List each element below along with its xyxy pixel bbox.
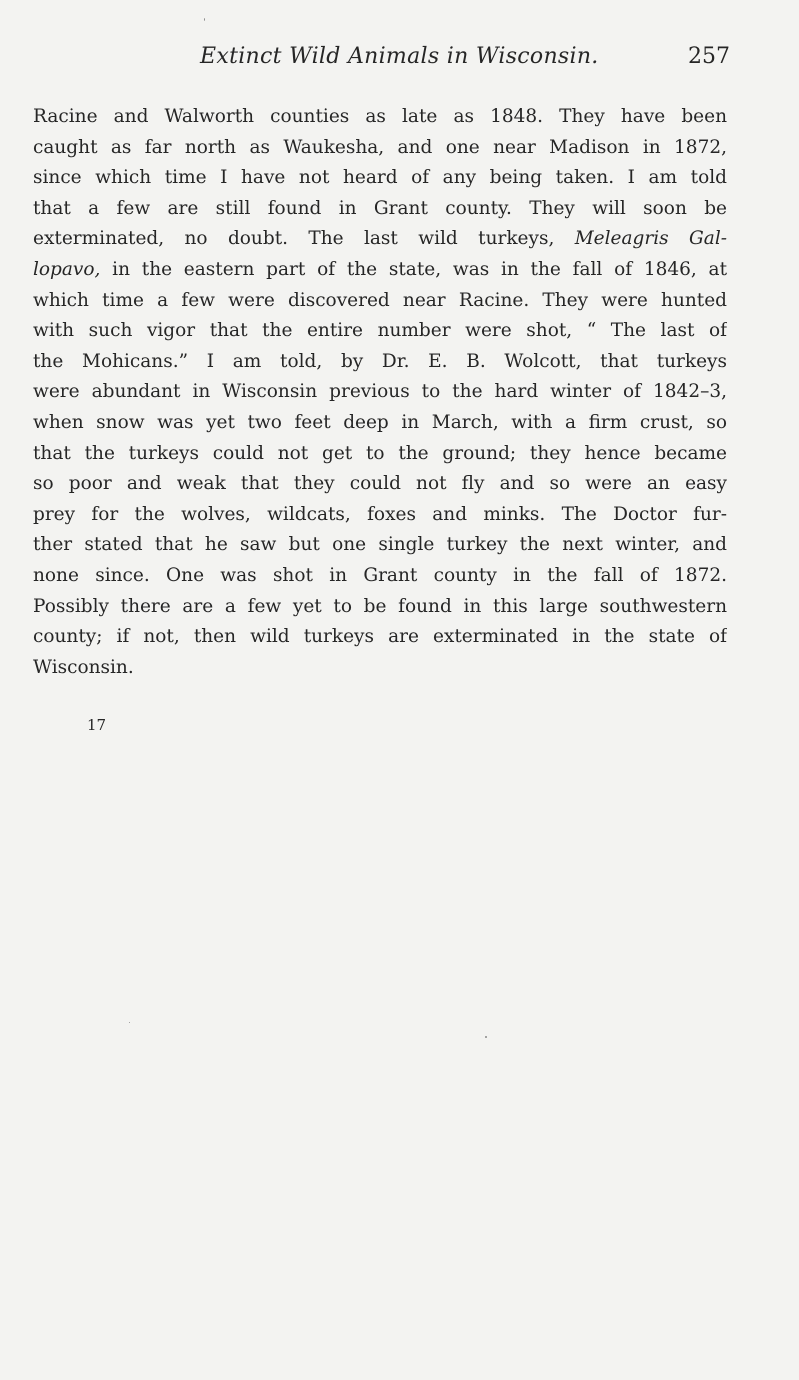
text-line: when snow was yet two feet deep in March, with a firm crust, so (33, 411, 727, 433)
text-line-segment: in the eastern part of the state, was in the fall of 1846, at (112, 258, 727, 280)
text-line: none since. One was shot in Grant county in the fall of 1872. (33, 564, 727, 586)
running-head (200, 44, 730, 78)
text-line (33, 224, 727, 255)
text-line: prey for the wolves, wildcats, foxes and minks. The Doctor fur- (33, 503, 727, 525)
paper-speck (129, 1022, 130, 1023)
text-line: Possibly there are a few yet to be found in this large southwestern (33, 595, 727, 617)
text-line: caught as far north as Waukesha, and one near Madison in 1872, (33, 136, 727, 158)
text-line: since which time I have not heard of any being taken. I am told (33, 167, 727, 189)
paper-speck (485, 1036, 487, 1038)
text-line: county; if not, then wild turkeys are exterminated in the state of (33, 626, 727, 648)
text-line: with such vigor that the entire number were shot, “ The last of (33, 320, 727, 342)
text-line: were abundant in Wisconsin previous to the hard winter of 1842–3, (33, 381, 727, 403)
text-line: that the turkeys could not get to the ground; they hence became (33, 442, 727, 464)
text-line: that a few are still found in Grant county. They will soon be (33, 197, 727, 219)
signature-mark: 17 (87, 716, 107, 734)
body-paragraph (33, 102, 727, 683)
text-line: Racine and Walworth counties as late as 1848. They have been (33, 106, 727, 127)
paper-speck (204, 18, 205, 21)
text-line: so poor and weak that they could not fly and so were an easy (33, 473, 727, 495)
text-line (33, 255, 727, 286)
text-line: Wisconsin. (33, 656, 134, 678)
text-line-segment: exterminated, no doubt. The last wild turkeys, (33, 228, 555, 250)
page-number: 257 (688, 44, 730, 69)
text-line: the Mohicans.” I am told, by Dr. E. B. Wolcott, that turkeys (33, 350, 727, 372)
text-line: ther stated that he saw but one single turkey the next winter, and (33, 534, 727, 556)
running-title: Extinct Wild Animals in Wisconsin. (200, 44, 599, 69)
text-line: which time a few were discovered near Racine. They were hunted (33, 289, 727, 311)
species-name-italic: lopavo, (33, 258, 101, 280)
species-name-italic: Meleagris Gal- (574, 228, 727, 250)
